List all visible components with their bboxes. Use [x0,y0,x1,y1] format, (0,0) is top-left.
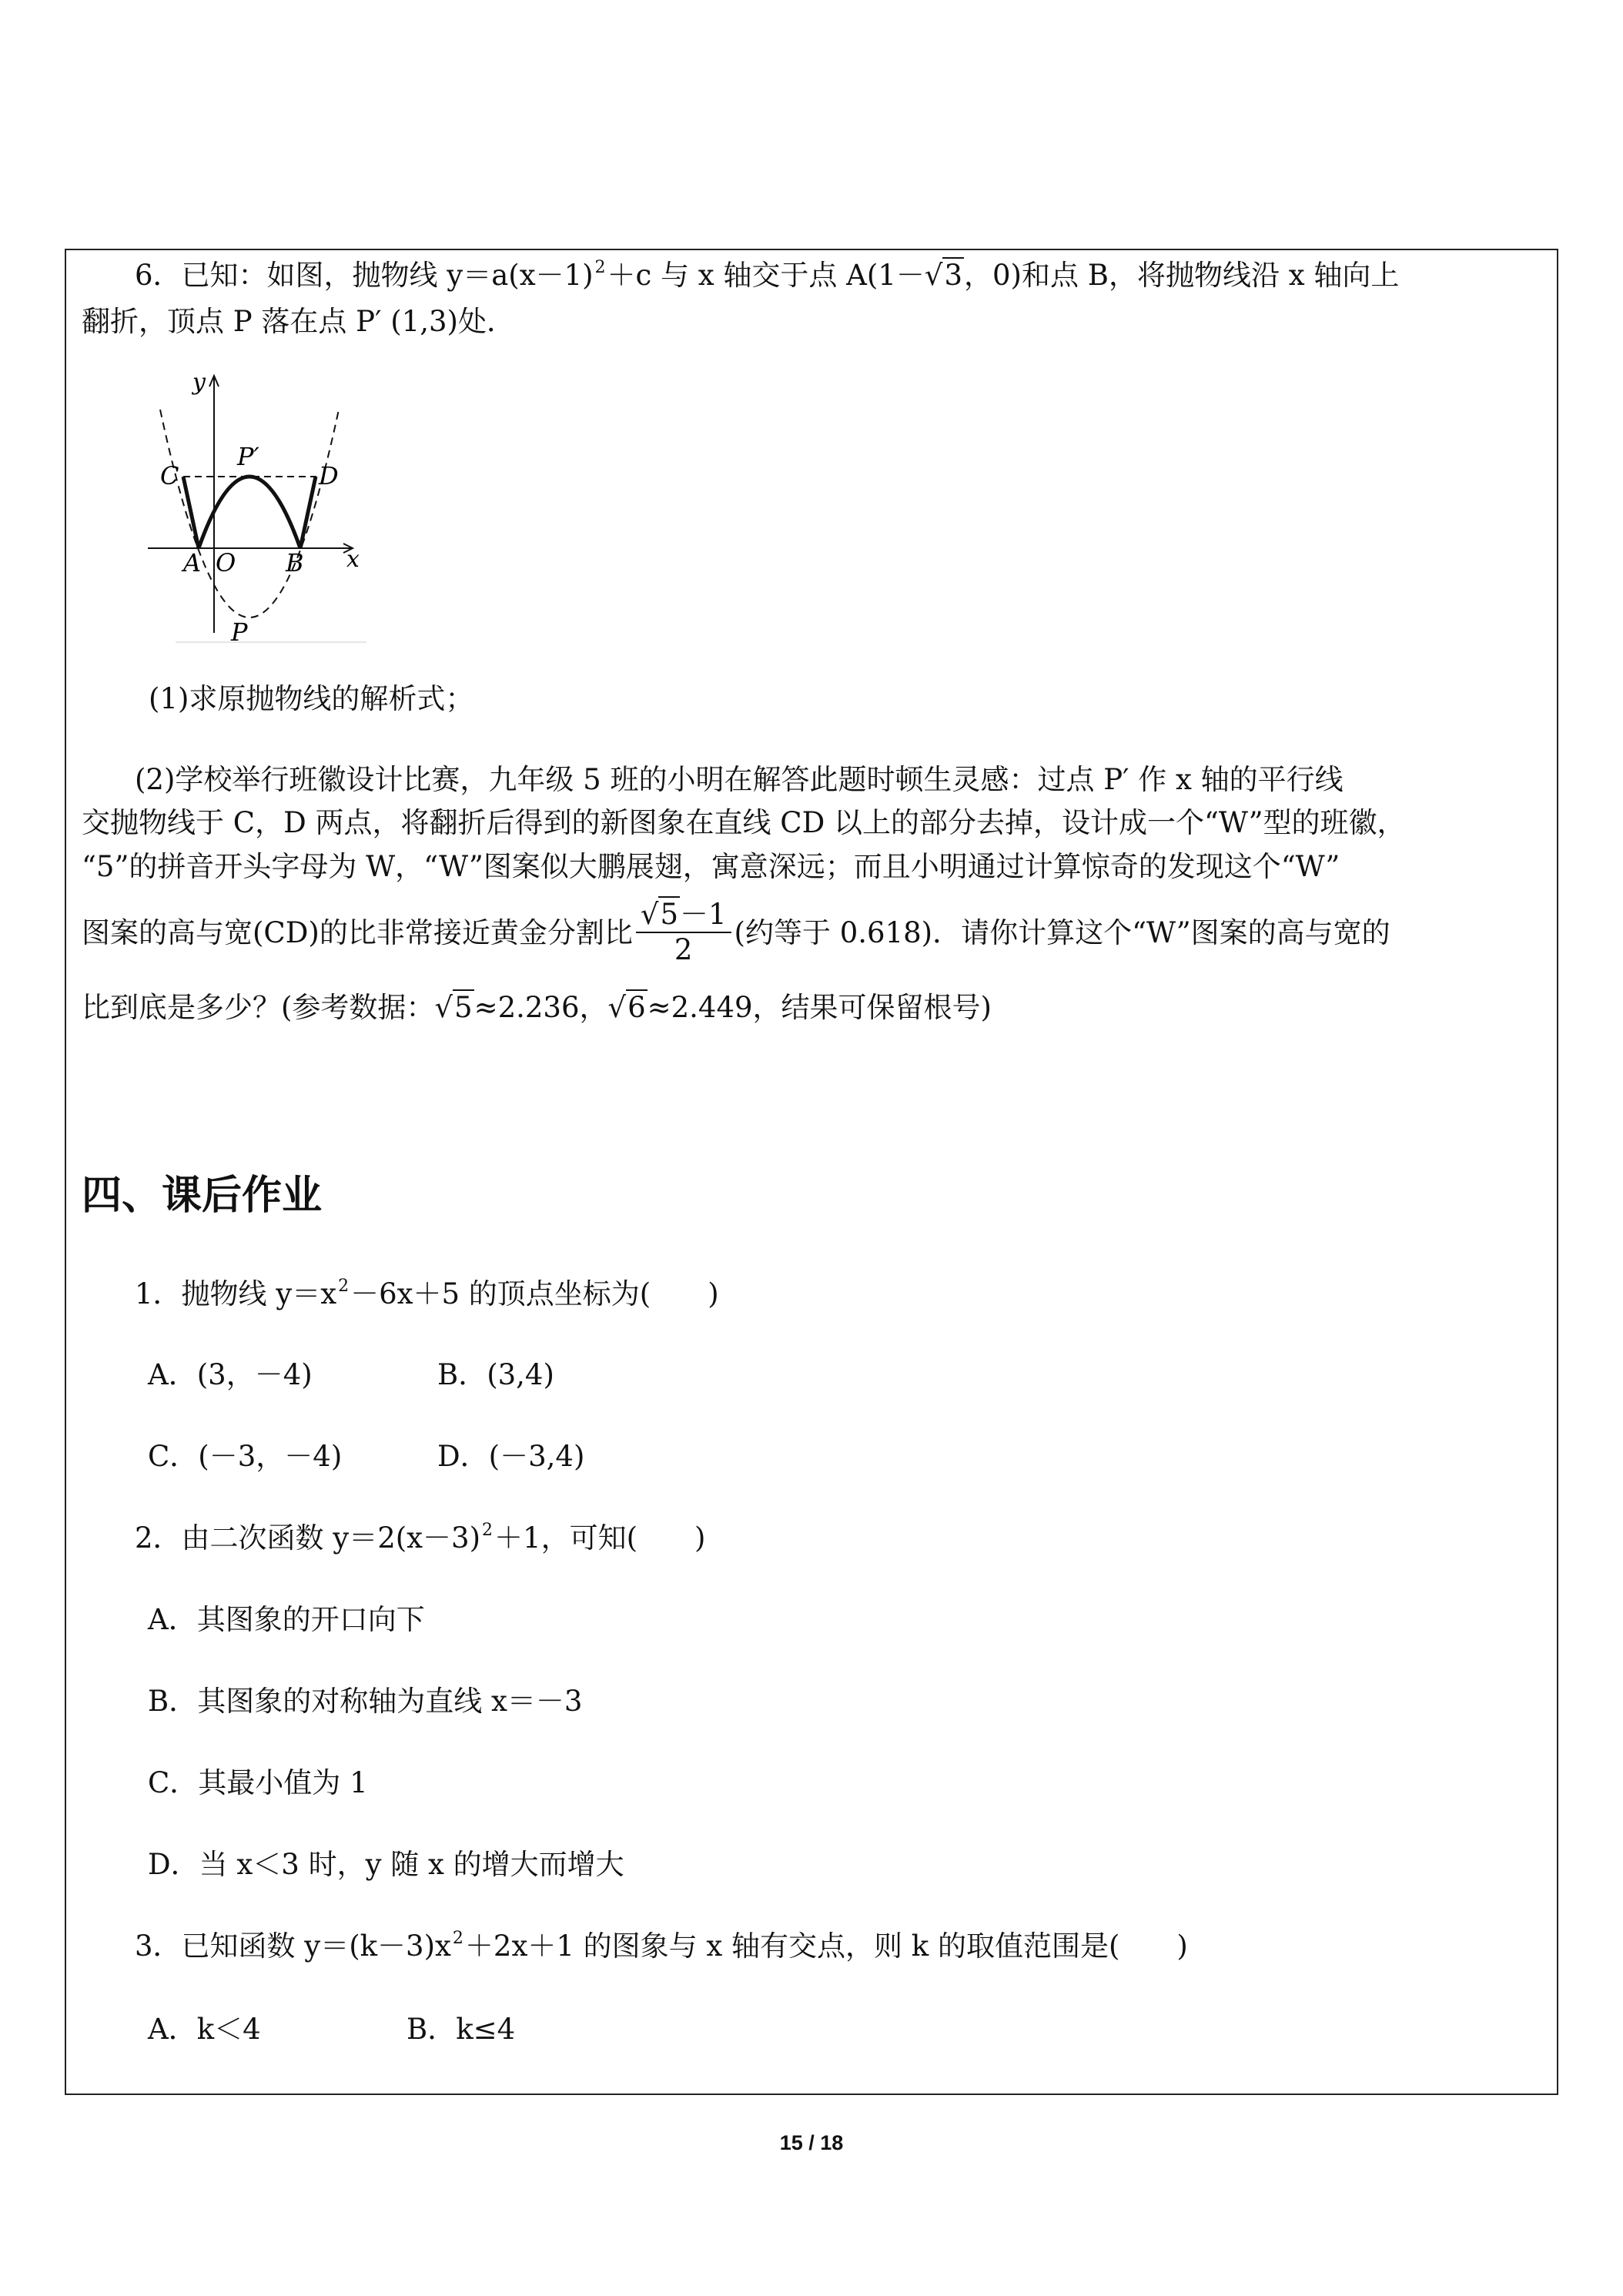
parabola-figure [145,371,376,648]
svg-text:x: x [346,546,360,573]
golden-ratio-fraction: $\frac{√5-1}{2}$ [636,898,731,967]
hw-q2-option-d: D．当 x＜3 时，y 随 x 的增大而增大 [148,1848,624,1881]
q6-part-2-line-4: 图案的高与宽(CD)的比非常接近黄金分割比 $\frac{√5-1}{2}$ (约等于 0.618)．请你计算这个“W”图案的高与宽的 [82,897,1390,966]
q6-part-2-line-2: 交抛物线于 C，D 两点，将翻折后得到的新图象在直线 CD 以上的部分去掉，设计成一个“W”型的班徽， [82,806,1406,839]
hw-q2-option-c: C．其最小值为 1 [148,1766,368,1799]
hw-q2-option-b: B．其图象的对称轴为直线 x＝－3 [148,1685,583,1718]
hw-q2-option-a: A．其图象的开口向下 [148,1603,425,1636]
section-title: 四、课后作业 [82,1173,323,1219]
svg-text:B: B [286,548,304,577]
hw-q3-option-a: A．k＜4 [148,2013,261,2046]
q6-line-2: 翻折，顶点 P 落在点 P′ (1,3)处． [82,305,515,338]
svg-text:D: D [319,461,339,490]
hw-q3: 3．已知函数 $y=(k-3)x^2+2x+1$ 的图象与 x 轴有交点，则 k 的取值范围是( ) [135,1929,1188,1963]
hw-q1-option-b: B．(3,4) [437,1358,554,1391]
hw-q2: 2．由二次函数 $y=2(x-3)^2+1$，可知( ) [135,1521,706,1555]
svg-text:C: C [160,461,179,490]
q6-part-1: (1)求原抛物线的解析式； [149,682,474,715]
sqrt-3: √3 [924,259,963,292]
w-right-arm [300,477,316,548]
original-parabola [160,410,339,618]
hw-q1: 1．抛物线 $y=x^2-6x+5$ 的顶点坐标为( ) [135,1277,719,1310]
q6-part-2-line-5: 比到底是多少？(参考数据：√5≈2.236，√6≈2.449，结果可保留根号) [82,991,992,1024]
hw-q1-option-a: A．(3，－4) [148,1358,313,1391]
svg-text:y: y [192,371,206,396]
hw-q1-option-d: D．(－3,4) [437,1440,585,1473]
q6-line-1: 6．已知：如图，抛物线 $y=a(x-1)^2+c$ 与 x 轴交于点 A(1－√3，0)和点 B，将抛物线沿 x 轴向上 [135,256,1399,300]
svg-text:O: O [216,548,236,577]
q6-part-2-line-3: “5”的拼音开头字母为 W，“W”图案似大鹏展翅，寓意深远；而且小明通过计算惊奇的发现这个“W” [82,850,1340,883]
q6-part-2-line-1: (2)学校举行班徽设计比赛，九年级 5 班的小明在解答此题时顿生灵感：过点 P′ 作 x 轴的平行线 [135,763,1344,796]
hw-q3-option-b: B．k≤4 [407,2013,516,2046]
hw-q1-option-c: C．(－3，－4) [148,1440,343,1473]
page-number: 15 / 18 [779,2131,844,2154]
svg-text:A: A [183,548,202,577]
svg-text:P: P [231,618,248,647]
svg-text:P′: P′ [237,442,259,471]
